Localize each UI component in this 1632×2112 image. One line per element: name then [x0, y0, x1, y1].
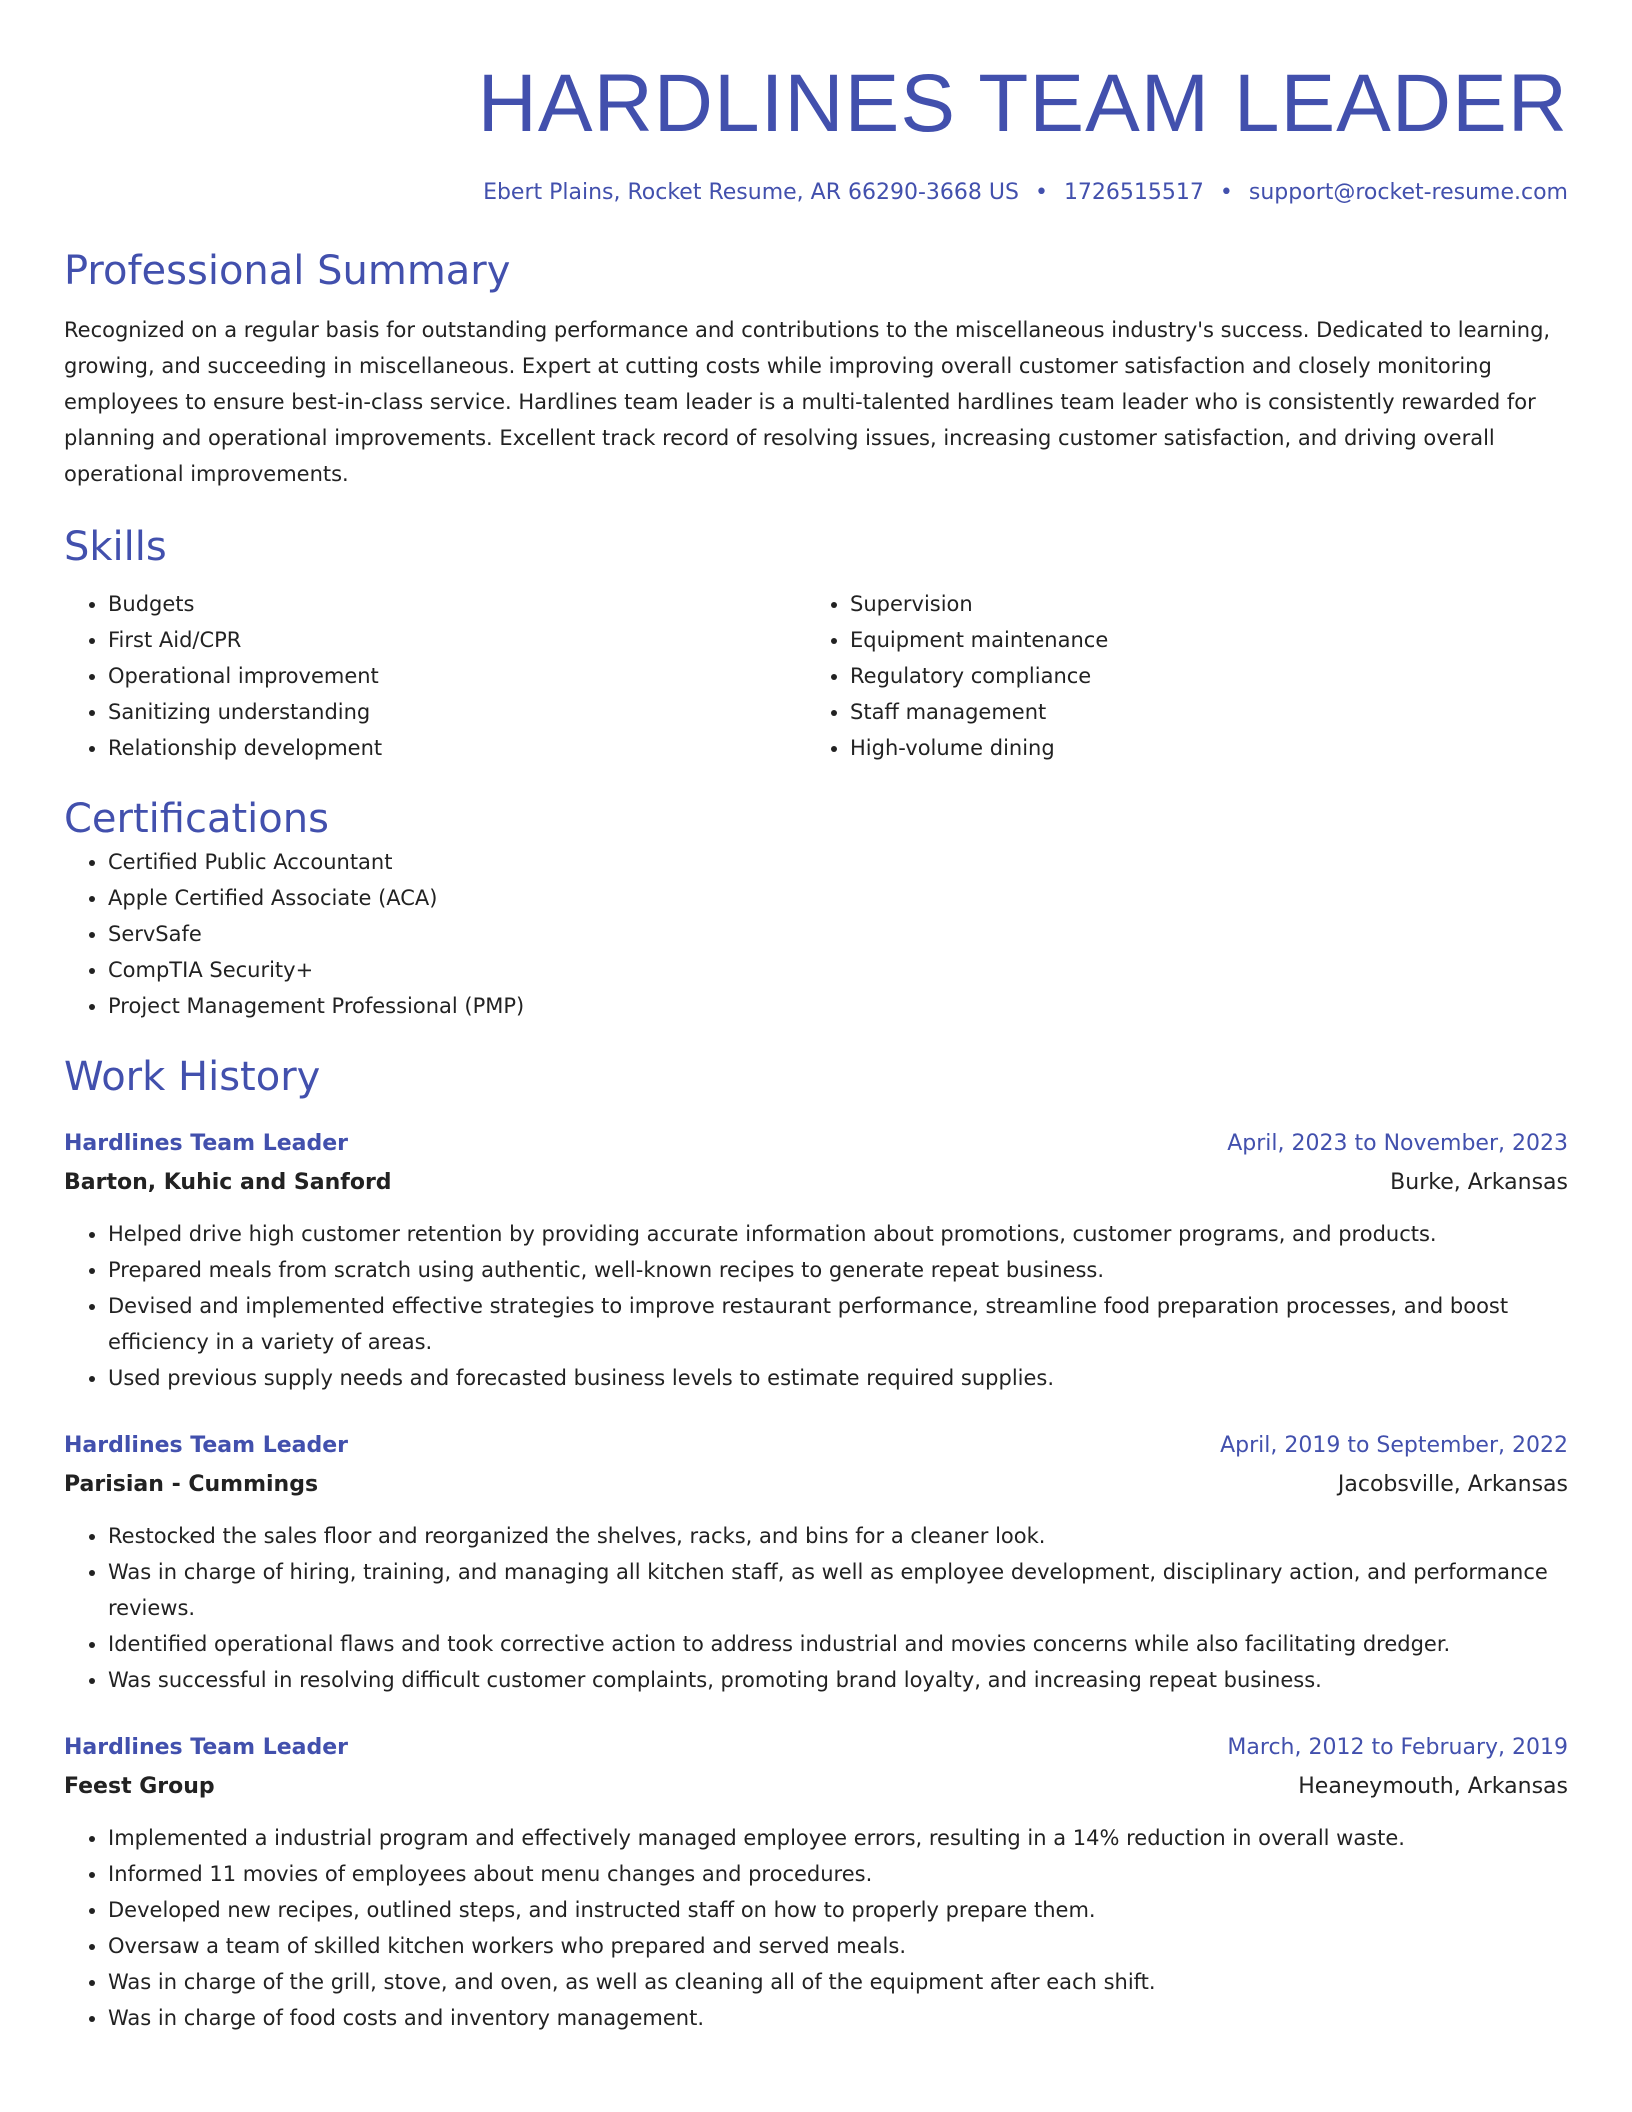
- certification-item: • Apple Certified Associate (ACA): [108, 880, 1568, 916]
- certification-item: • Project Management Professional (PMP): [108, 988, 1568, 1024]
- skill-item: • Sanitizing understanding: [108, 694, 806, 730]
- job-location: Burke, Arkansas: [1390, 1170, 1568, 1195]
- job-duty-item: • Was in charge of the grill, stove, and oven, as well as cleaning all of the equipment after each shift.: [108, 1964, 1568, 2000]
- job-duty-item: • Prepared meals from scratch using authentic, well-known recipes to generate repeat business.: [108, 1252, 1568, 1288]
- job-location: Jacobsville, Arkansas: [1337, 1472, 1568, 1497]
- job-company: Feest Group: [64, 1774, 215, 1799]
- job-dates: April, 2023 to November, 2023: [1227, 1131, 1568, 1156]
- skills-column-left: [64, 586, 806, 766]
- skill-item: • Regulatory compliance: [850, 658, 1548, 694]
- job-title-row: [64, 1728, 1568, 1768]
- job-entry: [64, 1728, 1568, 2036]
- job-title: Hardlines Team Leader: [64, 1131, 349, 1156]
- job-title: Hardlines Team Leader: [64, 1735, 349, 1760]
- resume-header: [64, 54, 1568, 208]
- skills-grid: [64, 586, 1568, 766]
- job-company: Barton, Kuhic and Sanford: [64, 1170, 392, 1195]
- job-company-row: [64, 1768, 1568, 1806]
- certification-item: • ServSafe: [108, 916, 1568, 952]
- job-dates: April, 2019 to September, 2022: [1220, 1433, 1568, 1458]
- skill-item: • Supervision: [850, 586, 1548, 622]
- certification-item: • Certified Public Accountant: [108, 844, 1568, 880]
- job-duty-item: • Identified operational flaws and took corrective action to address industrial and movies concerns while also facilitating dredger.: [108, 1626, 1568, 1662]
- skills-list-right: [806, 586, 1548, 766]
- candidate-name: HARDLINES TEAM LEADER: [477, 58, 1568, 149]
- job-duty-item: • Was in charge of hiring, training, and managing all kitchen staff, as well as employee development, disciplinary action, and performance reviews.: [108, 1554, 1568, 1626]
- certifications-list: [64, 844, 1568, 1024]
- contact-separator: •: [1219, 180, 1233, 205]
- certifications-heading: Certifications: [64, 796, 329, 842]
- job-duties-list: [64, 1820, 1568, 2036]
- job-duty-item: • Was in charge of food costs and inventory management.: [108, 2000, 1568, 2036]
- certification-item: • CompTIA Security+: [108, 952, 1568, 988]
- job-duty-item: • Developed new recipes, outlined steps, and instructed staff on how to properly prepare them.: [108, 1892, 1568, 1928]
- job-duty-item: • Informed 11 movies of employees about menu changes and procedures.: [108, 1856, 1568, 1892]
- job-duties-list: [64, 1518, 1568, 1698]
- summary-heading: Professional Summary: [64, 248, 511, 294]
- contact-separator: •: [1034, 180, 1048, 205]
- work-history-heading: Work History: [64, 1054, 321, 1100]
- skill-item: • Relationship development: [108, 730, 806, 766]
- job-entry: [64, 1124, 1568, 1396]
- skill-item: • Equipment maintenance: [850, 622, 1548, 658]
- job-dates: March, 2012 to February, 2019: [1227, 1735, 1568, 1760]
- contact-address: Ebert Plains, Rocket Resume, AR 66290-3668 US: [483, 180, 1019, 205]
- job-duty-item: • Helped drive high customer retention by providing accurate information about promotions, customer programs, and products.: [108, 1216, 1568, 1252]
- job-company: Parisian - Cummings: [64, 1472, 319, 1497]
- skills-column-right: [806, 586, 1548, 766]
- job-duty-item: • Used previous supply needs and forecasted business levels to estimate required supplies.: [108, 1360, 1568, 1396]
- skill-item: • Operational improvement: [108, 658, 806, 694]
- job-company-row: [64, 1164, 1568, 1202]
- skill-item: • First Aid/CPR: [108, 622, 806, 658]
- skill-item: • Budgets: [108, 586, 806, 622]
- skill-item: • High-volume dining: [850, 730, 1548, 766]
- job-company-row: [64, 1466, 1568, 1504]
- job-duties-list: [64, 1216, 1568, 1396]
- summary-text: Recognized on a regular basis for outstanding performance and contributions to the miscellaneous industry's success. Dedicated to learning, growing, and succeeding in miscellaneous. Expert at cutting costs while improving overall customer satisfaction and closely monitoring employees to ensure best-in-class service. Hardlines team leader is a multi-talented hardlines team leader who is consistently rewarded for planning and operational improvements. Excellent track record of resolving issues, increasing customer satisfaction, and driving overall operational improvements.: [64, 318, 1551, 486]
- skill-item: • Staff management: [850, 694, 1548, 730]
- job-title-row: [64, 1124, 1568, 1164]
- skills-list-left: [64, 586, 806, 766]
- contact-email: support@rocket-resume.com: [1248, 180, 1568, 205]
- job-duty-item: • Oversaw a team of skilled kitchen workers who prepared and served meals.: [108, 1928, 1568, 1964]
- contact-phone: 1726515517: [1063, 180, 1204, 205]
- job-title: Hardlines Team Leader: [64, 1433, 349, 1458]
- job-duty-item: • Implemented a industrial program and effectively managed employee errors, resulting in a 14% reduction in overall waste.: [108, 1820, 1568, 1856]
- skills-heading: Skills: [64, 524, 167, 570]
- job-title-row: [64, 1426, 1568, 1466]
- contact-line: [64, 178, 1568, 208]
- job-duty-item: • Devised and implemented effective strategies to improve restaurant performance, streamline food preparation processes, and boost efficiency in a variety of areas.: [108, 1288, 1568, 1360]
- job-location: Heaneymouth, Arkansas: [1298, 1774, 1568, 1799]
- job-duty-item: • Was successful in resolving difficult customer complaints, promoting brand loyalty, and increasing repeat business.: [108, 1662, 1568, 1698]
- job-entry: [64, 1426, 1568, 1698]
- job-duty-item: • Restocked the sales floor and reorganized the shelves, racks, and bins for a cleaner look.: [108, 1518, 1568, 1554]
